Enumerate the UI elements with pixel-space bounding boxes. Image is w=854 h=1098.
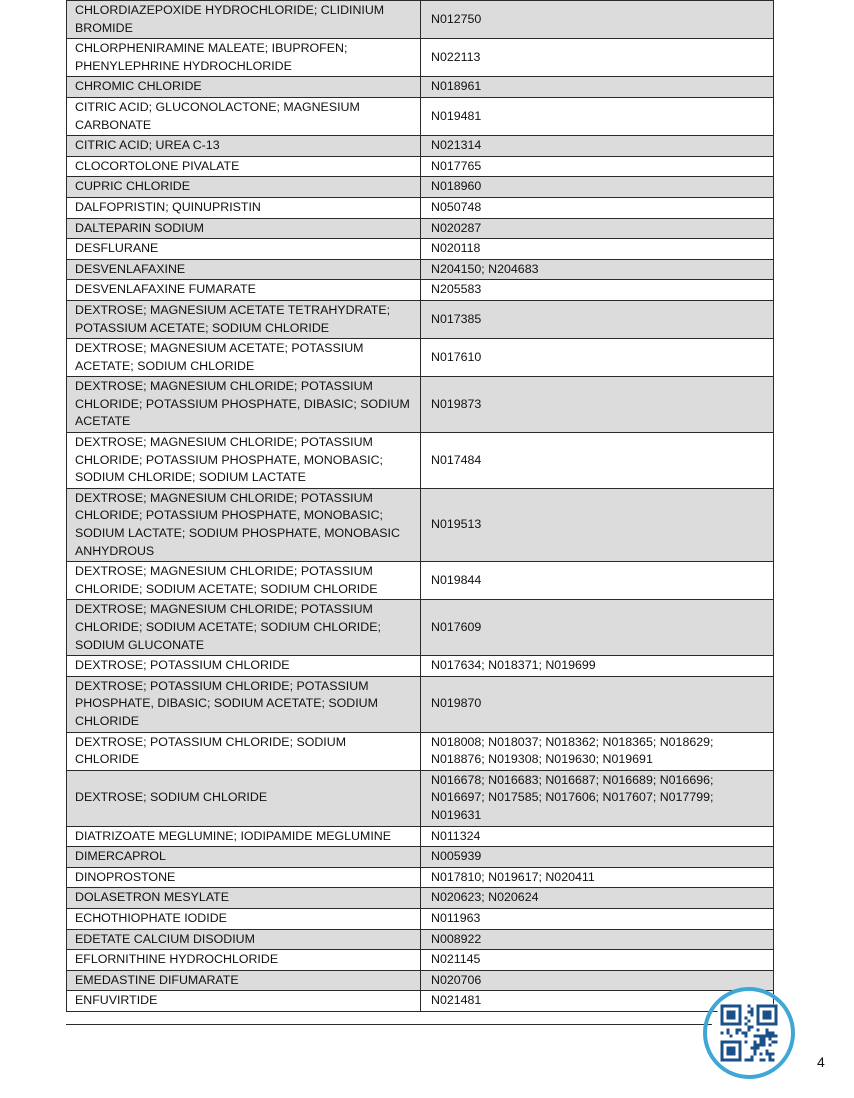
application-number-cell: N017810; N019617; N020411 <box>421 867 774 888</box>
qr-code-icon <box>700 986 798 1080</box>
table-row <box>67 433 774 489</box>
application-number-cell: N020287 <box>421 218 774 239</box>
application-number-cell: N205583 <box>421 280 774 301</box>
ingredient-cell: DALFOPRISTIN; QUINUPRISTIN <box>67 197 421 218</box>
application-number-cell: N020623; N020624 <box>421 888 774 909</box>
table-row <box>67 908 774 929</box>
ingredient-cell: EDETATE CALCIUM DISODIUM <box>67 929 421 950</box>
application-number-cell: N018960 <box>421 177 774 198</box>
ingredient-cell: DEXTROSE; POTASSIUM CHLORIDE <box>67 656 421 677</box>
application-number-cell: N017634; N018371; N019699 <box>421 656 774 677</box>
table-body <box>67 1 774 1012</box>
table-row <box>67 1 774 39</box>
ingredient-cell: CHLORPHENIRAMINE MALEATE; IBUPROFEN; PHENYLEPHRINE HYDROCHLORIDE <box>67 39 421 77</box>
application-number-cell: N017609 <box>421 600 774 656</box>
application-number-cell: N019873 <box>421 377 774 433</box>
application-number-cell: N008922 <box>421 929 774 950</box>
ingredient-cell: DEXTROSE; MAGNESIUM CHLORIDE; POTASSIUM CHLORIDE; SODIUM ACETATE; SODIUM CHLORIDE <box>67 562 421 600</box>
table-row <box>67 488 774 561</box>
application-number-cell: N204150; N204683 <box>421 259 774 280</box>
ingredient-cell: DEXTROSE; MAGNESIUM CHLORIDE; POTASSIUM CHLORIDE; SODIUM ACETATE; SODIUM CHLORIDE; SODIUM GLUCONATE <box>67 600 421 656</box>
ingredient-cell: ENFUVIRTIDE <box>67 991 421 1012</box>
application-number-cell: N020118 <box>421 239 774 260</box>
table-row <box>67 156 774 177</box>
application-number-cell: N022113 <box>421 39 774 77</box>
table-row <box>67 970 774 991</box>
drug-table-container <box>66 0 774 1012</box>
ingredient-cell: CLOCORTOLONE PIVALATE <box>67 156 421 177</box>
ingredient-cell: DESVENLAFAXINE <box>67 259 421 280</box>
ingredient-cell: CUPRIC CHLORIDE <box>67 177 421 198</box>
table-row <box>67 676 774 732</box>
table-row <box>67 600 774 656</box>
table-bottom-rule <box>66 1024 774 1025</box>
ingredient-cell: DEXTROSE; MAGNESIUM ACETATE TETRAHYDRATE; POTASSIUM ACETATE; SODIUM CHLORIDE <box>67 300 421 338</box>
table-row <box>67 77 774 98</box>
ingredient-cell: DEXTROSE; MAGNESIUM CHLORIDE; POTASSIUM CHLORIDE; POTASSIUM PHOSPHATE, MONOBASIC; SODIUM CHLORIDE; SODIUM LACTATE <box>67 433 421 489</box>
application-number-cell: N050748 <box>421 197 774 218</box>
application-number-cell: N017765 <box>421 156 774 177</box>
ingredient-cell: CITRIC ACID; GLUCONOLACTONE; MAGNESIUM CARBONATE <box>67 97 421 135</box>
table-row <box>67 177 774 198</box>
table-row <box>67 259 774 280</box>
application-number-cell: N012750 <box>421 1 774 39</box>
table-row <box>67 97 774 135</box>
table-row <box>67 770 774 826</box>
table-row <box>67 847 774 868</box>
table-row <box>67 218 774 239</box>
application-number-cell: N018008; N018037; N018362; N018365; N018629; N018876; N019308; N019630; N019691 <box>421 732 774 770</box>
application-number-cell: N021145 <box>421 950 774 971</box>
application-number-cell: N021481 <box>421 991 774 1012</box>
table-row <box>67 197 774 218</box>
application-number-cell: N018961 <box>421 77 774 98</box>
table-row <box>67 950 774 971</box>
ingredient-cell: DIATRIZOATE MEGLUMINE; IODIPAMIDE MEGLUMINE <box>67 826 421 847</box>
ingredient-cell: DOLASETRON MESYLATE <box>67 888 421 909</box>
table-row <box>67 656 774 677</box>
table-row <box>67 300 774 338</box>
table-row <box>67 929 774 950</box>
table-row <box>67 888 774 909</box>
application-number-cell: N016678; N016683; N016687; N016689; N016696; N016697; N017585; N017606; N017607; N017799; N019631 <box>421 770 774 826</box>
table-row <box>67 826 774 847</box>
table-row <box>67 136 774 157</box>
table-row <box>67 867 774 888</box>
ingredient-cell: DEXTROSE; SODIUM CHLORIDE <box>67 770 421 826</box>
ingredient-cell: CITRIC ACID; UREA C-13 <box>67 136 421 157</box>
application-number-cell: N019870 <box>421 676 774 732</box>
table-row <box>67 991 774 1012</box>
ingredient-cell: DEXTROSE; POTASSIUM CHLORIDE; SODIUM CHLORIDE <box>67 732 421 770</box>
application-number-cell: N017484 <box>421 433 774 489</box>
ingredient-cell: DEXTROSE; MAGNESIUM CHLORIDE; POTASSIUM CHLORIDE; POTASSIUM PHOSPHATE, DIBASIC; SODIUM ACETATE <box>67 377 421 433</box>
ingredient-cell: ECHOTHIOPHATE IODIDE <box>67 908 421 929</box>
application-number-cell: N019513 <box>421 488 774 561</box>
table-row <box>67 280 774 301</box>
table-row <box>67 377 774 433</box>
ingredient-cell: DIMERCAPROL <box>67 847 421 868</box>
application-number-cell: N019844 <box>421 562 774 600</box>
application-number-cell: N019481 <box>421 97 774 135</box>
ingredient-cell: DEXTROSE; MAGNESIUM CHLORIDE; POTASSIUM CHLORIDE; POTASSIUM PHOSPHATE, MONOBASIC; SODIUM LACTATE; SODIUM PHOSPHATE, MONOBASIC ANHYDROUS <box>67 488 421 561</box>
application-number-cell: N021314 <box>421 136 774 157</box>
ingredient-cell: DESFLURANE <box>67 239 421 260</box>
table-row <box>67 339 774 377</box>
table-row <box>67 562 774 600</box>
ingredient-cell: EFLORNITHINE HYDROCHLORIDE <box>67 950 421 971</box>
ingredient-cell: CHROMIC CHLORIDE <box>67 77 421 98</box>
ingredient-cell: EMEDASTINE DIFUMARATE <box>67 970 421 991</box>
table-row <box>67 39 774 77</box>
ingredient-cell: DEXTROSE; POTASSIUM CHLORIDE; POTASSIUM PHOSPHATE, DIBASIC; SODIUM ACETATE; SODIUM CHLORIDE <box>67 676 421 732</box>
table-row <box>67 732 774 770</box>
application-number-cell: N011963 <box>421 908 774 929</box>
ingredient-cell: DEXTROSE; MAGNESIUM ACETATE; POTASSIUM ACETATE; SODIUM CHLORIDE <box>67 339 421 377</box>
application-number-cell: N017385 <box>421 300 774 338</box>
ingredient-cell: DALTEPARIN SODIUM <box>67 218 421 239</box>
application-number-cell: N017610 <box>421 339 774 377</box>
page-number: 4 <box>817 1054 825 1070</box>
application-number-cell: N005939 <box>421 847 774 868</box>
application-number-cell: N020706 <box>421 970 774 991</box>
ingredient-cell: CHLORDIAZEPOXIDE HYDROCHLORIDE; CLIDINIUM BROMIDE <box>67 1 421 39</box>
table-row <box>67 239 774 260</box>
ingredient-cell: DINOPROSTONE <box>67 867 421 888</box>
ingredient-cell: DESVENLAFAXINE FUMARATE <box>67 280 421 301</box>
application-number-cell: N011324 <box>421 826 774 847</box>
drug-application-table <box>66 0 774 1012</box>
